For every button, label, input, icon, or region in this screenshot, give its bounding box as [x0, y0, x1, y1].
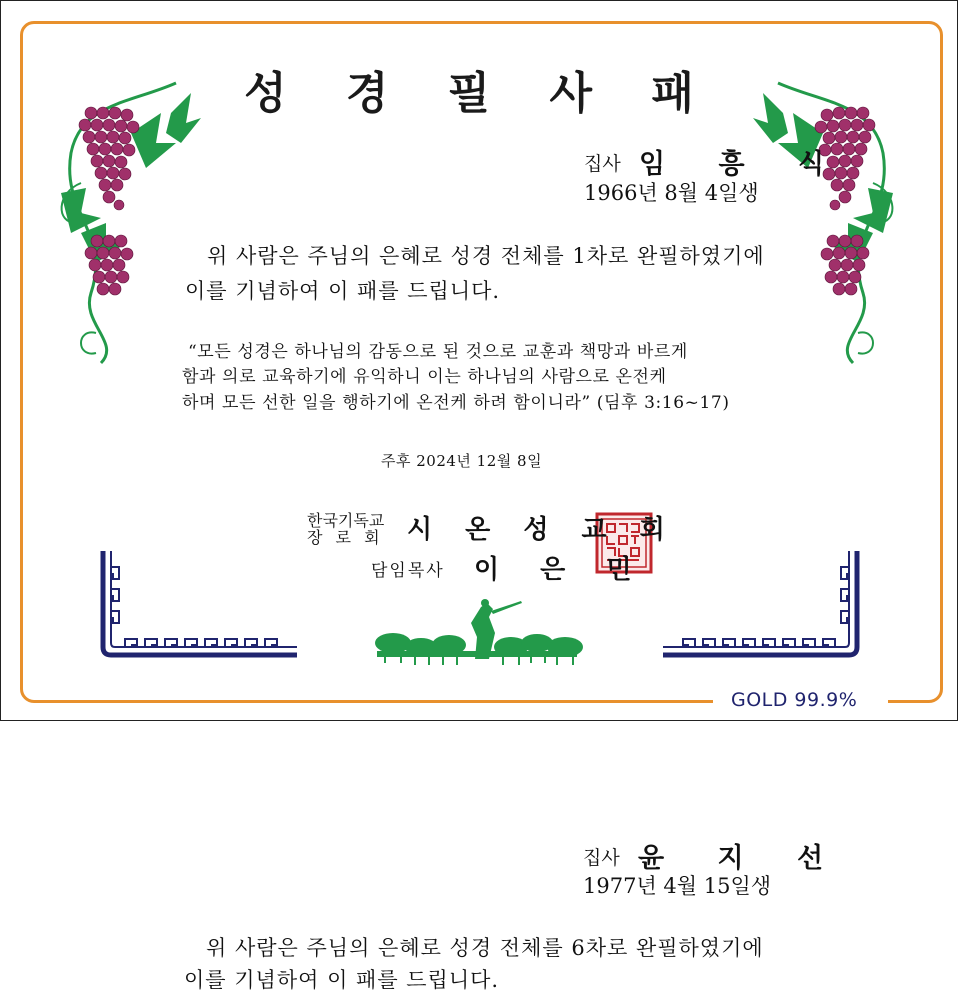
verse-line-1: “모든 성경은 하나님의 감동으로 된 것으로 교훈과 책망과 바르게	[188, 342, 688, 362]
second-recipient-birth: 1977년 4월 15일생	[583, 874, 772, 898]
body-line-2: 이를 기념하여 이 패를 드립니다.	[185, 279, 501, 303]
second-recipient-role: 집사	[583, 847, 620, 869]
church-name: 시 온 성 교 회	[407, 515, 677, 545]
verse-line-2: 함과 의로 교육하기에 유익하니 이는 하나님의 사람으로 온전케	[182, 367, 667, 387]
second-recipient-name: 윤 지 선	[638, 843, 846, 874]
meander-border-right-icon	[661, 547, 863, 663]
recipient-name: 임 흥 식	[639, 149, 847, 180]
pastor-name: 이 은 민	[474, 555, 648, 585]
pastor-role: 담임목사	[371, 561, 445, 581]
shepherd-sheep-icon	[371, 597, 591, 667]
meander-border-left-icon	[97, 547, 299, 663]
plaque-title: 성 경 필 사 패	[244, 68, 716, 119]
verse-line-3: 하며 모든 선한 일을 행하기에 온전케 하려 함이니라” (딤후 3:16~17)	[182, 393, 730, 413]
body-line-1: 위 사람은 주님의 은혜로 성경 전체를 1차로 완필하였기에	[207, 244, 765, 268]
association-line-2: 장 로 회	[307, 528, 384, 547]
second-body-line-1: 위 사람은 주님의 은혜로 성경 전체를 6차로 완필하였기에	[206, 936, 764, 960]
association-line-1: 한국기독교	[307, 511, 385, 530]
gold-label: GOLD 99.9%	[731, 689, 858, 711]
second-body-line-2: 이를 기념하여 이 패를 드립니다.	[184, 968, 500, 992]
date: 주후 2024년 12월 8일	[381, 452, 543, 470]
recipient-birth: 1966년 8월 4일생	[584, 181, 759, 205]
recipient-role: 집사	[584, 153, 621, 175]
